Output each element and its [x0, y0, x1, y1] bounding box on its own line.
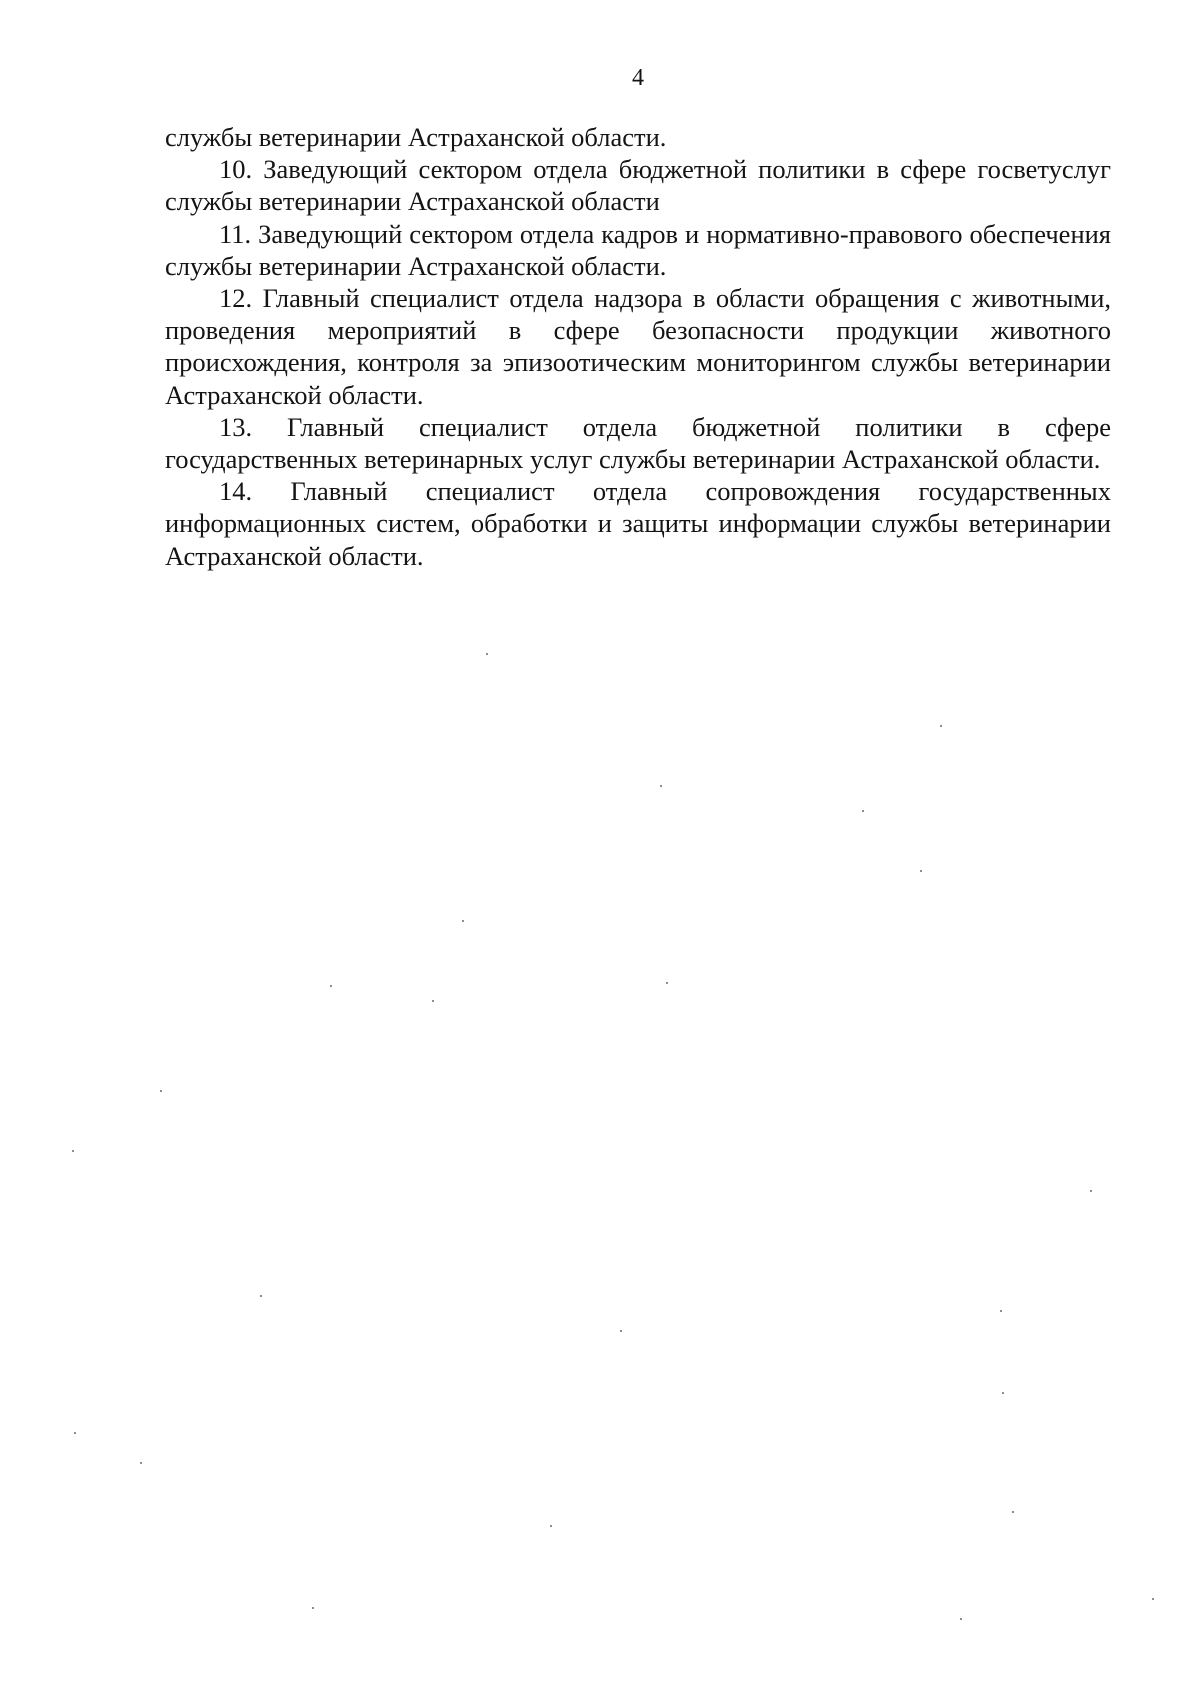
list-item: 13. Главный специалист отдела бюджетной политики в сфере государственных ветеринарных услуг службы ветеринарии Астраханской области. — [165, 411, 1111, 475]
scan-speck — [260, 1295, 262, 1297]
list-item: 12. Главный специалист отдела надзора в области обращения с животными, проведения мероприятий в сфере безопасности продукции животного происхождения, контроля за эпизоотическим мониторингом службы ветеринарии Астраханской области. — [165, 283, 1111, 410]
scan-speck — [1012, 1511, 1014, 1513]
continuation-paragraph: службы ветеринарии Астраханской области. — [165, 122, 667, 152]
scan-speck — [620, 1330, 622, 1332]
scan-speck — [140, 1462, 142, 1464]
scan-speck — [660, 785, 662, 787]
list-item: 11. Заведующий сектором отдела кадров и нормативно-правового обеспечения службы ветеринарии Астраханской области. — [165, 218, 1111, 281]
scan-speck — [550, 1525, 552, 1527]
list-item: 10. Заведующий сектором отдела бюджетной политики в сфере госветуслуг службы ветеринарии Астраханской области — [165, 154, 1111, 217]
document-body — [165, 121, 1111, 572]
page-number: 4 — [632, 65, 644, 91]
scan-speck — [1152, 1598, 1154, 1600]
scan-speck — [432, 1000, 434, 1002]
scan-speck — [486, 653, 488, 655]
scan-speck — [1002, 1392, 1004, 1394]
scan-speck — [462, 920, 464, 922]
scan-speck — [920, 870, 922, 872]
scan-speck — [160, 1090, 162, 1092]
scan-speck — [72, 1150, 74, 1152]
scan-speck — [862, 810, 864, 812]
scan-speck — [940, 725, 942, 727]
scan-speck — [312, 1607, 314, 1609]
scan-speck — [74, 1432, 76, 1434]
scan-speck — [960, 1618, 962, 1620]
scan-speck — [1000, 1310, 1002, 1312]
scan-speck — [1090, 1190, 1092, 1192]
scan-speck — [330, 985, 332, 987]
scan-speck — [666, 982, 668, 984]
list-item: 14. Главный специалист отдела сопровождения государственных информационных систем, обработки и защиты информации службы ветеринарии Астраханской области. — [165, 476, 1111, 571]
